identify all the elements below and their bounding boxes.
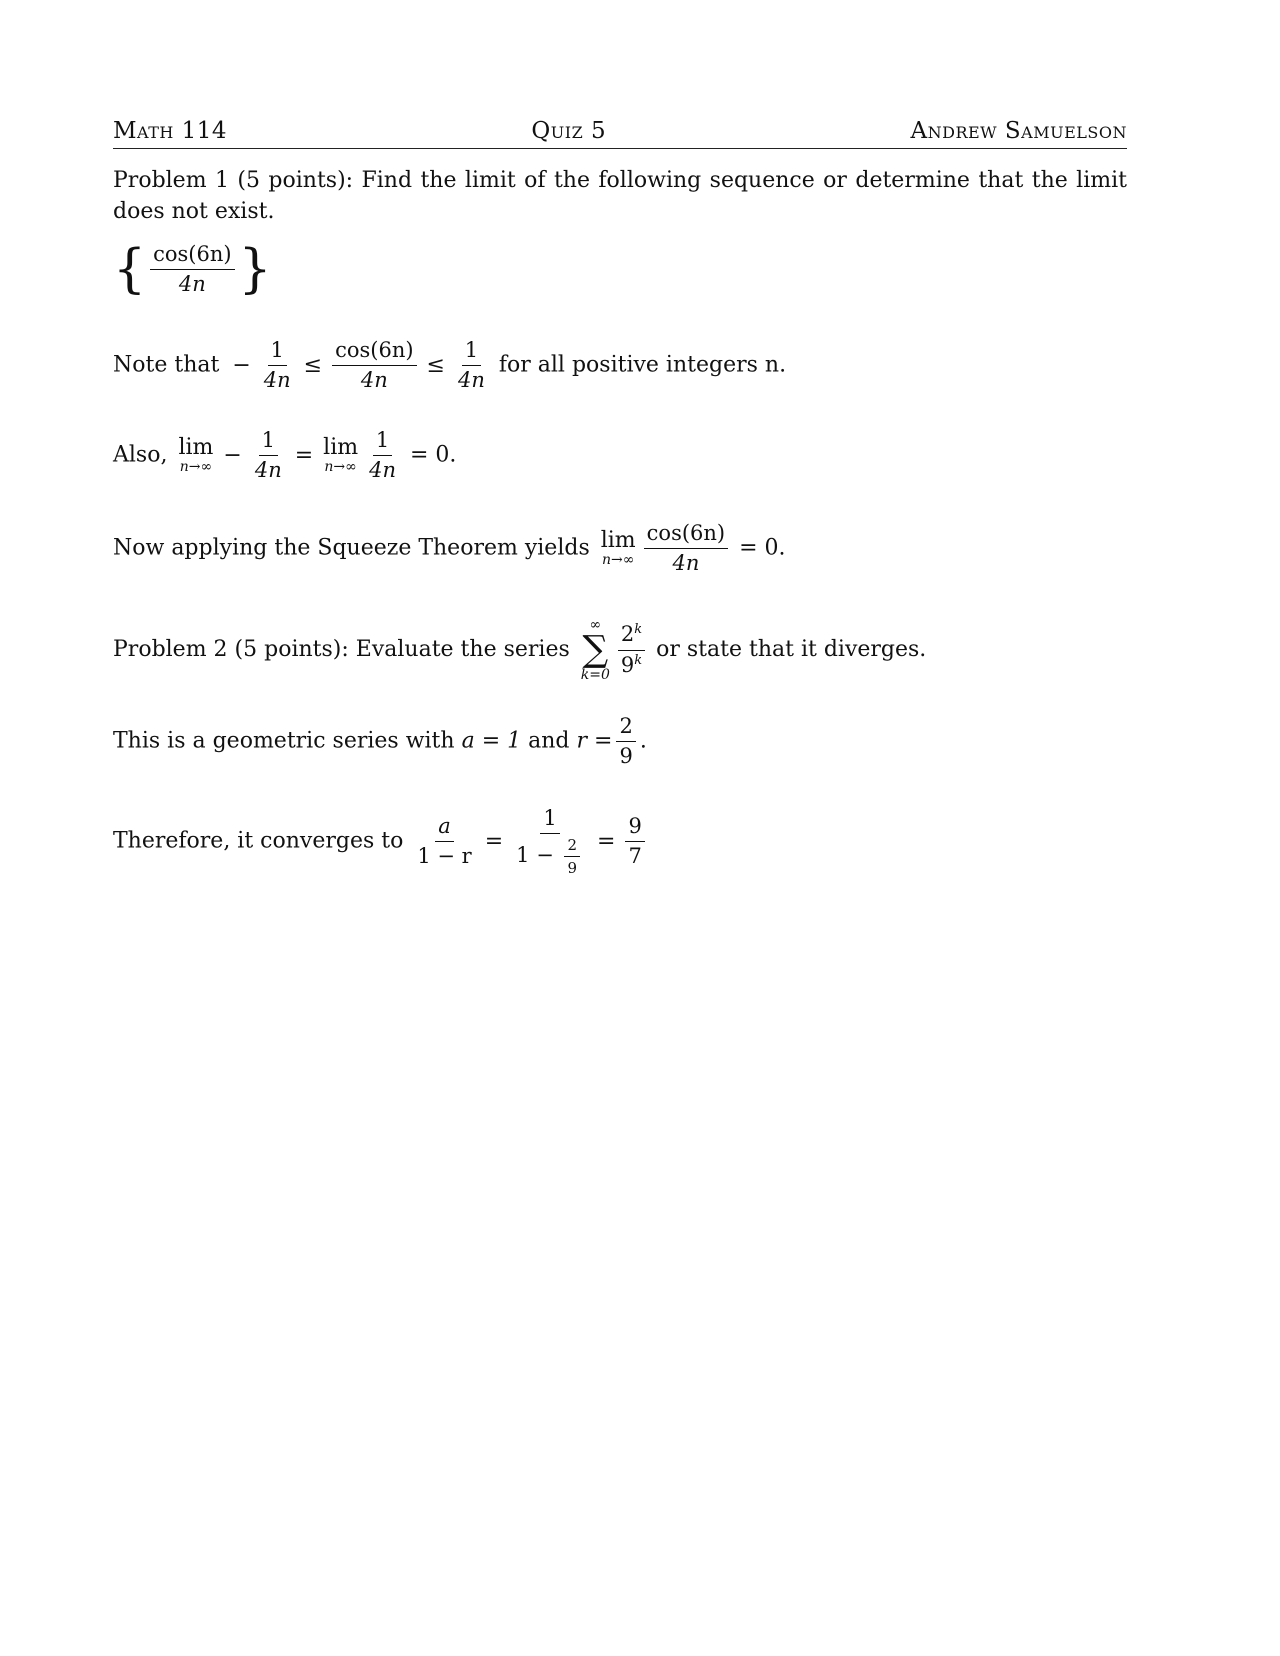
squeeze-prefix: Now applying the Squeeze Theorem yields	[113, 535, 590, 561]
result-fraction: $\frac{9}{7}$	[625, 814, 644, 869]
note-inequality: Note that − $\frac{1}{4n}$ ≤ $\frac{\cos(6n)}{4n}$ ≤ $\frac{1}{4n}$ for all positive integers n.	[113, 338, 787, 393]
note-suffix: for all positive integers n.	[498, 352, 787, 378]
upper-bound-fraction: $\frac{1}{4n}$	[457, 338, 485, 393]
geo-a: a = 1	[461, 728, 522, 754]
ratio-fraction: $\frac{2}{9}$	[616, 714, 635, 769]
series-sum: ∞ ∑ k=0	[580, 617, 610, 683]
left-brace: {	[113, 239, 147, 300]
author-name: Andrew Samuelson	[910, 118, 1127, 144]
sequence-denominator: 4n	[178, 272, 206, 297]
squeeze-conclusion	[113, 521, 786, 576]
sequence-numerator: cos(6n)	[150, 242, 234, 270]
inner-ratio-fraction: $\frac{2}{9}$	[564, 836, 580, 877]
substituted-fraction: 1 1 − $\frac{2}{9}$	[513, 806, 587, 877]
lower-bound-fraction: $\frac{1}{4n}$	[263, 338, 291, 393]
also-prefix: Also,	[113, 442, 168, 468]
problem-2-statement	[113, 618, 926, 682]
squeeze-limit: lim n→∞	[600, 527, 636, 569]
geo-and: and	[528, 728, 570, 754]
course-name: Math 114	[113, 118, 228, 144]
problem-2-prefix: Problem 2 (5 points): Evaluate the series	[113, 637, 570, 662]
geo-r: r =	[576, 728, 613, 754]
sigma-symbol: ∑	[582, 629, 609, 670]
limit-zero: = 0.	[409, 442, 457, 468]
limit-left-fraction: $\frac{1}{4n}$	[254, 428, 282, 483]
squeeze-zero: = 0.	[739, 535, 786, 561]
series-term: $\frac{2^k}{9^k}$	[618, 622, 645, 677]
formula-fraction: $\frac{a}{1 - r}$	[417, 813, 472, 869]
page-header	[113, 118, 1127, 149]
limit-left: lim n→∞	[178, 434, 214, 476]
middle-fraction: $\frac{\cos(6n)}{4n}$	[332, 338, 416, 393]
also-limits: Also, lim n→∞ − $\frac{1}{4n}$ = lim n→∞ $\frac{1}{4n}$ = 0.	[113, 428, 457, 483]
limit-right-fraction: $\frac{1}{4n}$	[369, 428, 396, 483]
right-brace: }	[238, 239, 272, 300]
sequence-expression	[113, 239, 272, 300]
quiz-title: Quiz 5	[531, 118, 607, 144]
convergence-line: Therefore, it converges to $\frac{a}{1 - r}$ = 1 1 − $\frac{2}{9}$ = $\frac{9}{7}$	[113, 806, 649, 877]
geometric-line: This is a geometric series with a = 1 and r = $\frac{2}{9}$ .	[113, 714, 647, 769]
squeeze-fraction: $\frac{\cos(6n)}{4n}$	[644, 521, 728, 576]
problem-2-suffix: or state that it diverges.	[656, 637, 927, 662]
therefore-prefix: Therefore, it converges to	[113, 828, 404, 854]
problem-1-statement: Problem 1 (5 points): Find the limit of the following sequence or determine that the limit does not exist.	[113, 168, 1127, 224]
sequence-fraction	[150, 242, 234, 297]
note-prefix: Note that	[113, 352, 220, 378]
geo-prefix: This is a geometric series with	[113, 728, 455, 754]
limit-right: lim n→∞	[323, 434, 359, 476]
